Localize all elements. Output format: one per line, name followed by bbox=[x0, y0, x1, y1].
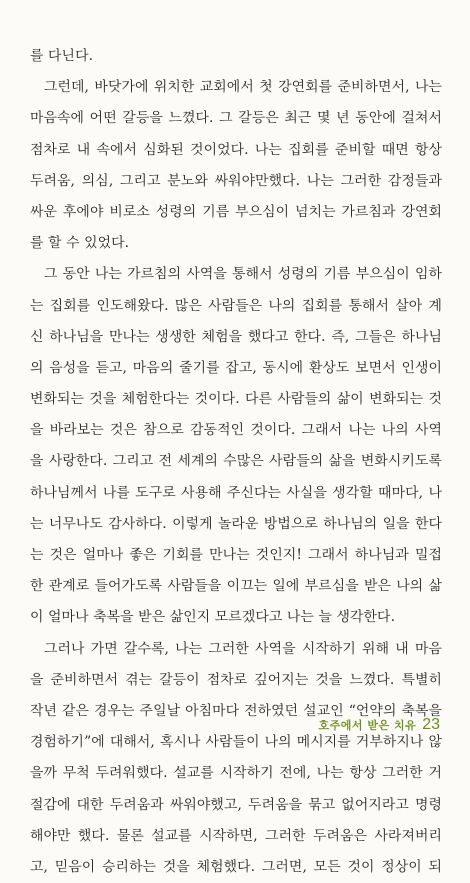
text-line: 해야만 했다. 물론 설교를 시작하면, 그러한 두려움은 사라져버리 bbox=[30, 827, 442, 844]
running-head: 호주에서 받은 치유 bbox=[318, 719, 417, 732]
text-line: 을 준비하면서 겪는 갈등이 점차로 깊어지는 것을 느꼈다. 특별히 bbox=[30, 671, 442, 688]
text-line: 는 집회를 인도해왔다. 많은 사람들은 나의 집회를 통해서 살아 계 bbox=[30, 297, 442, 314]
text-line: 를 할 수 있었다. bbox=[30, 235, 130, 252]
text-line: 한 관계로 들어가도록 사람들을 이끄는 일에 부르심을 받은 나의 삶 bbox=[30, 578, 442, 595]
text-line: 신 하나님을 만나는 생생한 체험을 했다고 한다. 즉, 그들은 하나님 bbox=[30, 328, 442, 345]
text-line: 을 사랑한다. 그리고 전 세계의 수많은 사람들의 삶을 변화시키도록 bbox=[30, 453, 442, 470]
text-line: 싸운 후에야 비로소 성령의 기름 부으심이 넘치는 가르침과 강연회 bbox=[30, 203, 442, 220]
text-line: 작년 같은 경우는 주일날 아침마다 전하였던 설교인 “언약의 축복을 bbox=[30, 702, 442, 719]
text-line: 을 바라보는 것은 참으로 감동적인 것이다. 그래서 나는 나의 사역 bbox=[30, 422, 442, 439]
text-line: 의 음성을 듣고, 마음의 줄기를 잡고, 동시에 환상도 보면서 인생이 bbox=[30, 359, 442, 376]
paragraph-first-line: 그 동안 나는 가르침의 사역을 통해서 성령의 기름 부으심이 임하 bbox=[44, 266, 442, 283]
text-line: 점차로 내 속에서 심화된 것이었다. 나는 집회를 준비할 때면 항상 bbox=[30, 141, 442, 158]
text-line: 을까 무척 두려워했다. 설교를 시작하기 전에, 나는 항상 그러한 거 bbox=[30, 765, 442, 782]
page-footer bbox=[319, 716, 440, 734]
text-line: 고, 믿음이 승리하는 것을 체험했다. 그러면, 모든 것이 정상이 되 bbox=[30, 858, 442, 875]
text-line: 는 너무나도 감사하다. 이렇게 놀라운 방법으로 하나님의 일을 한다 bbox=[30, 515, 442, 532]
text-line: 이 얼마나 축복을 받은 삶인지 모르겠다고 나는 늘 생각한다. bbox=[30, 609, 396, 626]
body-text bbox=[30, 41, 442, 883]
paragraph-first-line: 그런데, 바닷가에 위치한 교회에서 첫 강연회를 준비하면서, 나는 bbox=[44, 79, 442, 96]
text-line: 두려움, 의심, 그리고 분노와 싸워야만했다. 나는 그러한 감정들과 bbox=[30, 172, 442, 189]
text-line: 마음속에 어떤 갈등을 느꼈다. 그 갈등은 최근 몇 년 동안에 걸쳐서 bbox=[30, 110, 442, 127]
text-line: 변화되는 것을 체험한다는 것이다. 다른 사람들의 삶이 변화되는 것 bbox=[30, 391, 442, 408]
text-line: 경험하기”에 대해서, 혹시나 사람들이 나의 메시지를 거부하지나 않 bbox=[30, 734, 442, 751]
text-line: 를 다닌다. bbox=[30, 48, 94, 64]
text-line: 는 것은 얼마나 좋은 기회를 만나는 것인지! 그래서 하나님과 밀접 bbox=[30, 547, 442, 563]
paragraph-first-line: 그러나 가면 갈수록, 나는 그러한 사역을 시작하기 위해 내 마음 bbox=[44, 640, 442, 657]
text-line: 하나님께서 나를 도구로 사용해 주신다는 사실을 생각할 때마다, 나 bbox=[30, 484, 442, 501]
text-line: 절감에 대한 두려움과 싸워야했고, 두려움을 묶고 없어지라고 명령 bbox=[30, 796, 442, 813]
page-number: 23 bbox=[422, 716, 440, 733]
